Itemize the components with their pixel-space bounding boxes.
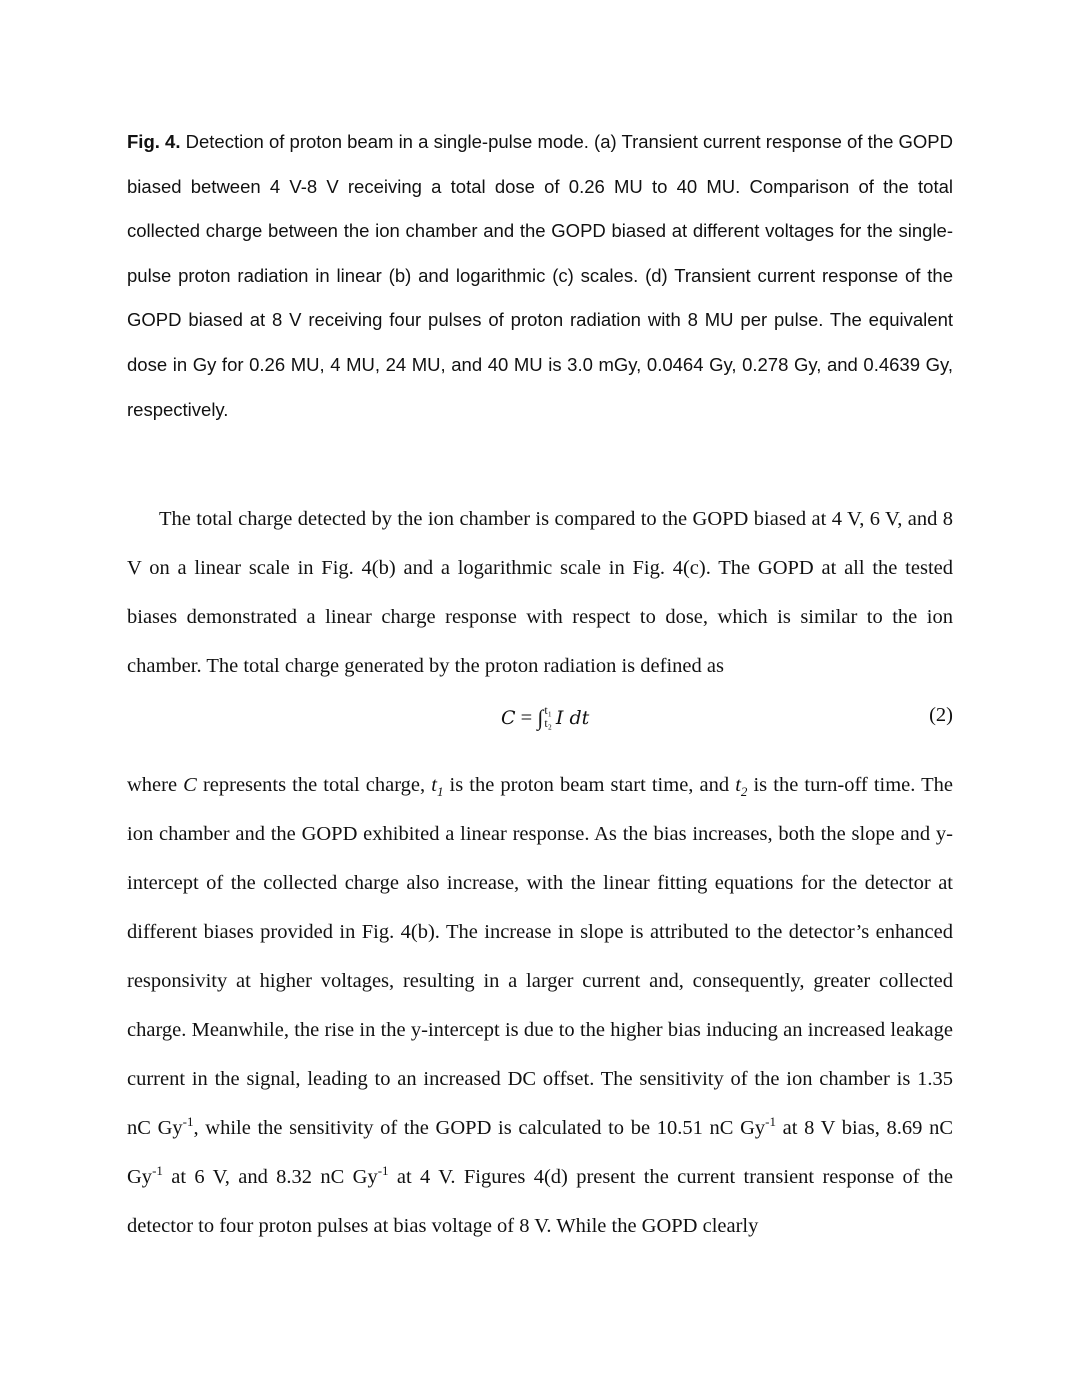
text-run: , while the sensitivity of the GOPD is calculated to be 10.51 nC Gy: [193, 1117, 766, 1139]
variable-C: C: [183, 774, 197, 796]
integrand: I dt: [555, 707, 590, 729]
superscript: -1: [377, 1163, 389, 1179]
body-paragraph: The total charge detected by the ion chamber is compared to the GOPD biased at 4 V, 6 V, and 8 V on a linear scale in Fig. 4(b) and a logarithmic scale in Fig. 4(c). The GOPD at all the tested biases demonstrated a linear charge response with respect to dose, which is similar to the ion chamber. The total charge generated by the proton radiation is defined as: [127, 508, 953, 677]
superscript: -1: [182, 1114, 194, 1130]
integral-sign: ∫: [537, 705, 544, 730]
superscript: -1: [152, 1163, 163, 1179]
equation-number: (2): [929, 704, 953, 726]
equation-lhs: C: [501, 707, 516, 729]
integral-limits: [544, 704, 552, 730]
equation-2: [127, 700, 953, 740]
superscript: -1: [765, 1114, 776, 1130]
text-run: at 4 V. Figures 4(d) present the current transient response of the detector to four proton pulses at bias voltage of 8 V. While the GOPD clearly: [127, 1166, 954, 1237]
equation-equals: =: [515, 707, 538, 729]
text-run: is the turn-off time. The ion chamber and the GOPD exhibited a linear response. As the bias increases, both the slope and y-intercept of the collected charge also increase, with the linear fitting equations for the detector at different biases provided in Fig. 4(b). The increase in slope is attributed to the detector’s enhanced responsivity at higher voltages, resulting in a larger current and, consequently, greater collected charge. Meanwhile, the rise in the y-intercept is due to the higher bias inducing an increased leakage current in the signal, leading to an increased DC offset. The sensitivity of the ion chamber is 1.35 nC Gy: [127, 774, 953, 1139]
variable-t2: [735, 774, 748, 800]
subscript: 2: [740, 784, 748, 800]
variable-letter: t: [735, 774, 741, 796]
text-run: represents the total charge,: [196, 774, 432, 796]
figure-caption: [127, 120, 953, 432]
subscript: 1: [436, 784, 444, 800]
text-run: at 6 V, and 8.32 nC Gy: [162, 1166, 378, 1188]
integral-lower-limit: t₂: [544, 716, 552, 731]
variable-t1: [431, 774, 444, 800]
figure-label: Fig. 4.: [127, 131, 181, 152]
variable-letter: t: [431, 774, 437, 796]
body-paragraph: [127, 761, 953, 1251]
equation-body: [501, 704, 589, 732]
text-run: is the proton beam start time, and: [443, 774, 736, 796]
caption-text: Detection of proton beam in a single-pulse mode. (a) Transient current response of the GOPD biased between 4 V-8 V receiving a total dose of 0.26 MU to 40 MU. Comparison of the total collected charge between the ion chamber and the GOPD biased at different voltages for the single-pulse proton radiation in linear (b) and logarithmic (c) scales. (d) Transient current response of the GOPD biased at 8 V receiving four pulses of proton radiation with 8 MU per pulse. The equivalent dose in Gy for 0.26 MU, 4 MU, 24 MU, and 40 MU is 3.0 mGy, 0.0464 Gy, 0.278 Gy, and 0.4639 Gy, respectively.: [127, 131, 953, 420]
text-run: at 8 V bias, 8.69 nC Gy: [127, 1117, 953, 1188]
text-run: where: [127, 774, 184, 796]
integral-upper-limit: t₁: [544, 703, 552, 718]
